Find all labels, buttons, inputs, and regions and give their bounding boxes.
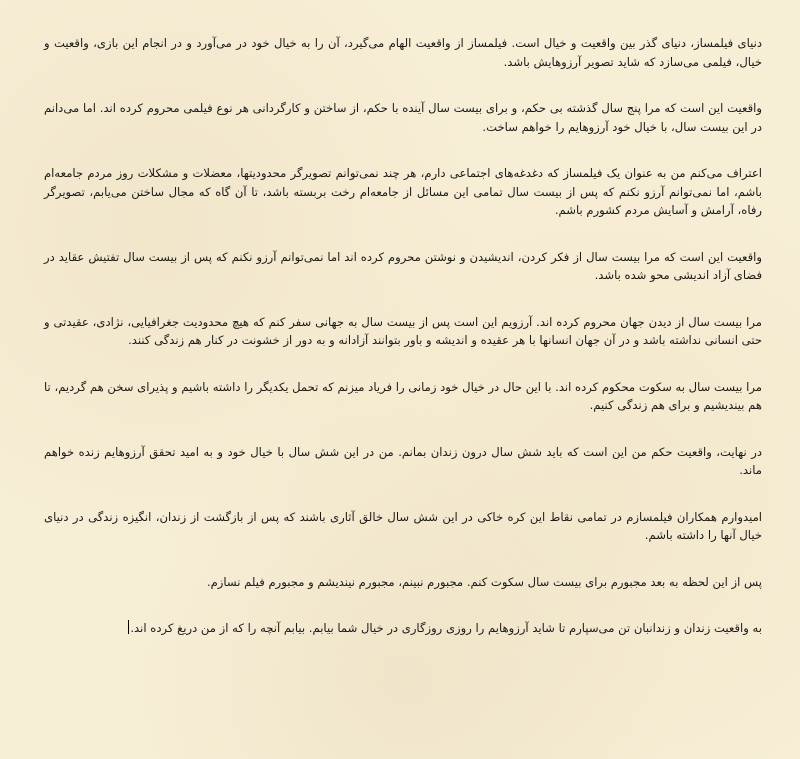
paragraph-2: واقعیت این است که مرا پنج سال گذشته بی حکم، و برای بیست سال آینده با حکم، از ساختن و کارگردانی هر نوع فیلمی محروم کرده اند. اما می‌دانم در این بیست سال، با خیال خود آرزوهایم را خواهم ساخت. [44,101,762,134]
paragraph-9: پس از این لحظه به بعد مجبورم برای بیست سال سکوت کنم. مجبورم نبینم، مجبورم نیندیشم و مجبورم فیلم نسازم. [206,574,762,589]
paragraph-4: واقعیت این است که مرا بیست سال از فکر کردن، اندیشیدن و نوشتن محروم کرده اند اما نمی‌توانم آرزو نکنم که پس از بیست سال تفتیش عقاید در فضای آزاد اندیشی محو شده باشد. [44,249,762,282]
paragraph-10[interactable] [44,619,762,638]
paragraph-8: امیدوارم همکاران فیلمسازم در تمامی نقاط این کره خاکی در این شش سال خالق آثاری باشند که پس از بازگشت از زندان، انگیزه زندگی در دنیای خیال آنها را داشته باشم. [44,509,762,542]
paragraph-1: دنیای فیلمساز، دنیای گذر بین واقعیت و خیال است. فیلمساز از واقعیت الهام می‌گیرد، آن را به خیال خود در می‌آورد و در انجام این بازی، واقعیت و خیال، فیلمی می‌سازد که شاید تصویر آرزوهایش باشد. [44,36,762,69]
paragraph-7: در نهایت، واقعیت حکم من این است که باید شش سال درون زندان بمانم. من در این شش سال با خیال خود و به امید تحقق آرزوهایم زنده خواهم ماند. [44,444,762,477]
paragraph-10-text: به واقعیت زندان و زندانبان تن می‌سپارم تا شاید آرزوهایم را روزی روزگاری در خیال شما بیابم. بیابم آنچه را که از من دریغ کرده اند. [130,621,762,635]
paragraph-5: مرا بیست سال از دیدن جهان محروم کرده اند. آرزویم این است پس از بیست سال به جهانی سفر کنم که هیچ محدودیت جغرافیایی، نژادی، عقیدتی و حتی انسانی نداشته باشد و در آن جهان انسانها با هر عقیده و اندیشه و باور بتوانند آزادانه و به دور از خشونت در کنار هم زندگی کنند. [44,314,762,347]
paragraph-3: اعتراف می‌کنم من به عنوان یک فیلمساز که دغدغه‌های اجتماعی دارم، هر چند نمی‌توانم تصویرگر محدودیتها، معضلات و مشکلات روز مردم جامعه‌ام باشم، اما نمی‌توانم آرزو نکنم که پس از بیست سال تمامی این مسائل از جامعه‌ام رخت بربسته باشد، تا آن گاه که مجال ساختن می‌یابم، تصویرگر رفاه، آرامش و آسایش مردم کشورم باشم. [44,166,762,217]
document-body [44,34,762,638]
paragraph-6: مرا بیست سال به سکوت محکوم کرده اند. با این حال در خیال خود زمانی را فریاد میزنم که تحمل یکدیگر را داشته باشیم و پذیرای سخن هم گردیم، تا هم بیندیشیم و برای هم زندگی کنیم. [44,379,762,412]
